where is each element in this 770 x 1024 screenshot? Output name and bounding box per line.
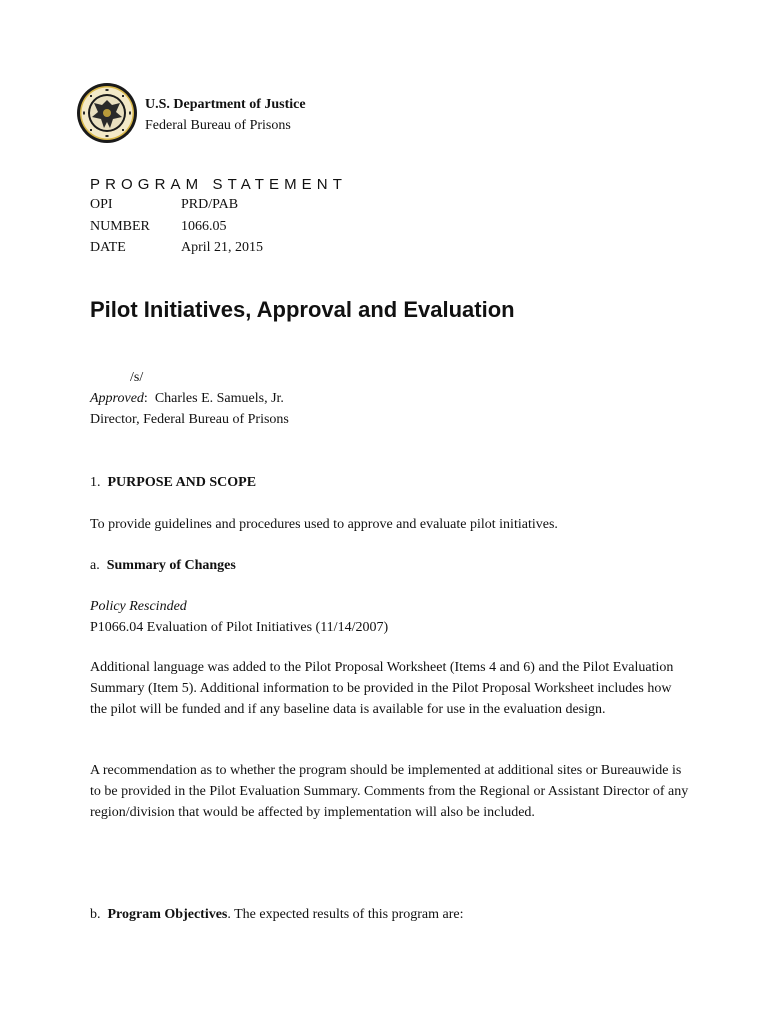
approval-line [90,388,289,409]
policy-rescinded-label: Policy Rescinded [90,599,187,614]
section-1-body: To provide guidelines and procedures used to approve and evaluate pilot initiatives. [90,517,558,532]
meta-row-number [90,216,263,238]
changes-paragraph-2: A recommendation as to whether the program should be implemented at additional sites or Bureauwide is to be provided in the Pilot Evaluation Summary. Comments from the Regional or Assistant Director of any region/division that would be affected by implementation will also be included. [90,763,689,820]
meta-row-opi [90,194,263,216]
program-statement-label: PROGRAM STATEMENT [90,176,347,193]
meta-value: April 21, 2015 [181,240,264,255]
bureau-name: Federal Bureau of Prisons [145,118,291,133]
section-heading: Program Objectives [107,907,228,922]
meta-row-date [90,237,263,259]
approver-name: Charles E. Samuels, Jr. [154,391,284,406]
signature-mark: /s/ [130,370,144,385]
section-a-heading [90,555,690,576]
section-heading: PURPOSE AND SCOPE [107,475,257,490]
meta-key: NUMBER [90,218,150,234]
section-b-text: . The expected results of this program are: [227,907,464,922]
doj-seal-logo [76,82,138,144]
program-statement-meta [90,194,263,259]
meta-value: PRD/PAB [181,197,239,212]
meta-key: OPI [90,197,113,212]
section-prefix: a. [90,558,107,573]
meta-key: DATE [90,240,126,255]
section-b-heading [90,904,690,925]
document-title: Pilot Initiatives, Approval and Evaluation [90,297,515,322]
approved-label: Approved [90,391,144,406]
approved-separator: : [143,391,155,406]
approver-position: Director, Federal Bureau of Prisons [90,412,289,427]
changes-paragraph-1: Additional language was added to the Pilot Proposal Worksheet (Items 4 and 6) and the Pilot Evaluation Summary (Item 5). Additional information to be provided in the Pilot Proposal Worksheet includes how the pilot will be funded and if any baseline data is available for use in the evaluation design. [90,660,674,717]
section-heading: Summary of Changes [106,558,236,573]
section-1-heading [90,472,690,493]
signature-block [90,367,289,430]
agency-header [145,94,306,136]
section-prefix: b. [90,907,108,922]
policy-rescinded [90,596,690,638]
policy-rescinded-item: P1066.04 Evaluation of Pilot Initiatives (11/14/2007) [90,620,389,635]
section-number: 1. [90,475,108,490]
department-name: U.S. Department of Justice [145,97,306,112]
meta-value: 1066.05 [181,218,227,234]
